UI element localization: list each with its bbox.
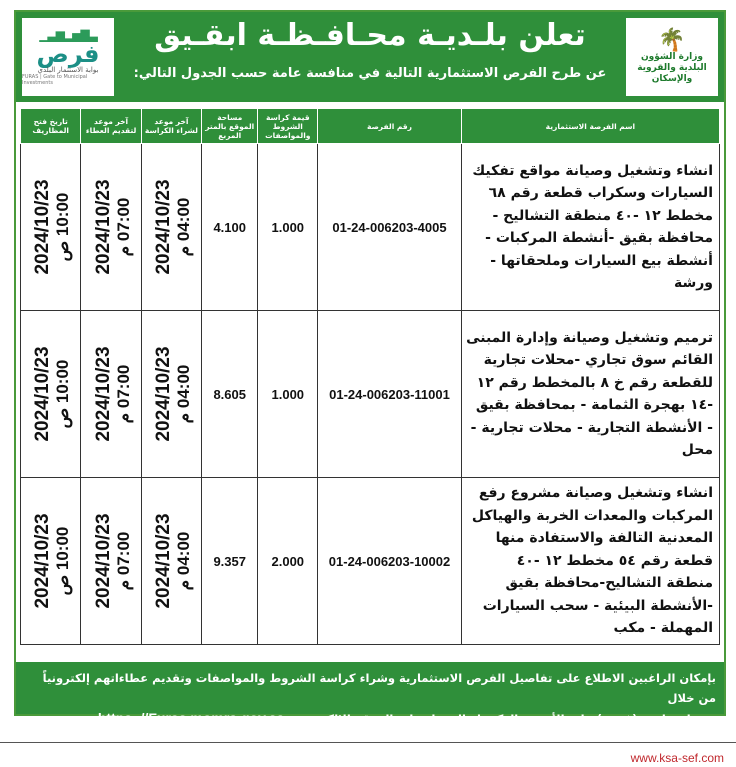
opportunity-description: انشاء وتشغيل وصيانة مواقع تفكيك السيارات وسكراب قطعة رقم ٦٨ مخطط ١٢ -٤٠ منطقة التشاليح - محافظة بقيق -أنشطة المركبات - أنشطة بيع السيارات وملحقاتها - ورشة	[461, 144, 719, 311]
booklet-value: 1.000	[258, 311, 318, 478]
header-opportunity: اسم الفرصة الاستثمارية	[461, 109, 719, 144]
ministry-logo	[626, 18, 718, 96]
header-purchase-deadline: آخر موعد لشراء الكراسة	[141, 109, 201, 144]
skyline-icon: ▁▃▆▂▅▇▃	[39, 28, 97, 42]
purchase-deadline	[141, 478, 201, 645]
furas-logo-sub: بوابة الاستثمار البلدي	[37, 66, 99, 74]
furas-website-link[interactable]: https: //Furas.momra.gov.sa	[97, 710, 285, 726]
table-row	[21, 478, 720, 645]
purchase-date: 2024/10/23	[153, 346, 175, 442]
site-area: 9.357	[202, 478, 258, 645]
opportunity-description: انشاء وتشغيل وصيانة مشروع رفع المركبات والمعدات الخربة والهياكل المعدنية التالفة والاستفادة منها قطعة رقم ٥٤ مخطط ١٢ -٤٠ منطقة التشاليح-محافظة بقيق -الأنشطة البيئية - سحب السيارات المهملة - مكب	[461, 478, 719, 645]
purchase-time: 04:00 م	[174, 197, 194, 257]
header-number: رقم الفرصة	[318, 109, 462, 144]
opening-time: 10:00 ص	[53, 526, 73, 596]
footer-line-1: بإمكان الراغبين الاطلاع على تفاصيل الفرص الاستثمارية وشراء كراسة الشروط والمواصفات وتقديم عطاءاتهم إلكترونياً من خلال	[42, 671, 716, 705]
site-area: 8.605	[202, 311, 258, 478]
opportunity-description: ترميم وتشغيل وصيانة وإدارة المبنى القائم سوق تجاري -محلات تجارية للقطعة رقم خ ٨ بالمخطط رقم ١٢ -١٤ بهجرة الثمامة - بمحافظة بقيق - الأنشطة التجارية - محلات تجارية - محل	[461, 311, 719, 478]
header-booklet-value: قيمة كراسة الشروط والمواصفات	[258, 109, 318, 144]
furas-logo	[22, 18, 114, 96]
opportunities-table	[20, 108, 720, 645]
opening-date-value: 2024/10/23	[32, 513, 54, 609]
opening-date	[21, 144, 81, 311]
submission-deadline	[81, 311, 141, 478]
table-row	[21, 144, 720, 311]
purchase-time: 04:00 م	[174, 531, 194, 591]
submission-deadline	[81, 144, 141, 311]
opportunity-number: 01-24-006203-11001	[318, 311, 462, 478]
announcement-footer	[16, 662, 724, 726]
opportunity-number: 01-24-006203-10002	[318, 478, 462, 645]
purchase-date: 2024/10/23	[153, 513, 175, 609]
submission-time: 07:00 م	[113, 197, 133, 257]
site-watermark-link[interactable]: www.ksa-sef.com	[630, 751, 724, 765]
announcement-frame	[14, 10, 726, 726]
header-opening-date: تاريخ فتح المظاريف	[21, 109, 81, 144]
submission-date: 2024/10/23	[92, 179, 114, 275]
site-area: 4.100	[202, 144, 258, 311]
booklet-value: 2.000	[258, 478, 318, 645]
table-row	[21, 311, 720, 478]
announcement-header	[16, 12, 724, 102]
submission-time: 07:00 م	[113, 531, 133, 591]
page-title: تعلن بلـديـة محـافـظـة ابقـيق	[154, 18, 586, 53]
purchase-deadline	[141, 144, 201, 311]
footer-line-2-text: تحميل تطبيق (فرص) على الأجهزة الذكية او الدخول على الموقع الالكتروني	[292, 712, 716, 726]
opening-time: 10:00 ص	[53, 192, 73, 262]
opportunity-number: 01-24-006203-4005	[318, 144, 462, 311]
purchase-deadline	[141, 311, 201, 478]
submission-deadline	[81, 478, 141, 645]
footer-line-2	[24, 708, 716, 729]
opening-date-value: 2024/10/23	[32, 179, 54, 275]
palm-swords-emblem-icon: 🌴	[658, 27, 686, 53]
purchase-time: 04:00 م	[174, 364, 194, 424]
opening-date	[21, 311, 81, 478]
page-subtitle: عن طرح الفرص الاستثمارية التالية في منافسة عامة حسب الجدول التالي:	[133, 66, 607, 81]
furas-logo-word: فرص	[36, 40, 100, 68]
header-submission-deadline: آخر موعد لتقديم العطاء	[81, 109, 141, 144]
opening-date	[21, 478, 81, 645]
opening-time: 10:00 ص	[53, 359, 73, 429]
header-area: مساحة الموقع بالمتر المربع	[202, 109, 258, 144]
purchase-date: 2024/10/23	[153, 179, 175, 275]
submission-date: 2024/10/23	[92, 513, 114, 609]
opening-date-value: 2024/10/23	[32, 346, 54, 442]
bottom-divider	[0, 742, 736, 743]
submission-time: 07:00 م	[113, 364, 133, 424]
submission-date: 2024/10/23	[92, 346, 114, 442]
table-header-row	[21, 109, 720, 144]
booklet-value: 1.000	[258, 144, 318, 311]
furas-logo-sub-en: FURAS | Gate to Municipal Investments	[22, 74, 88, 86]
ministry-logo-text: وزارة الشؤون البلدية والقروية والإسكان	[637, 51, 707, 84]
